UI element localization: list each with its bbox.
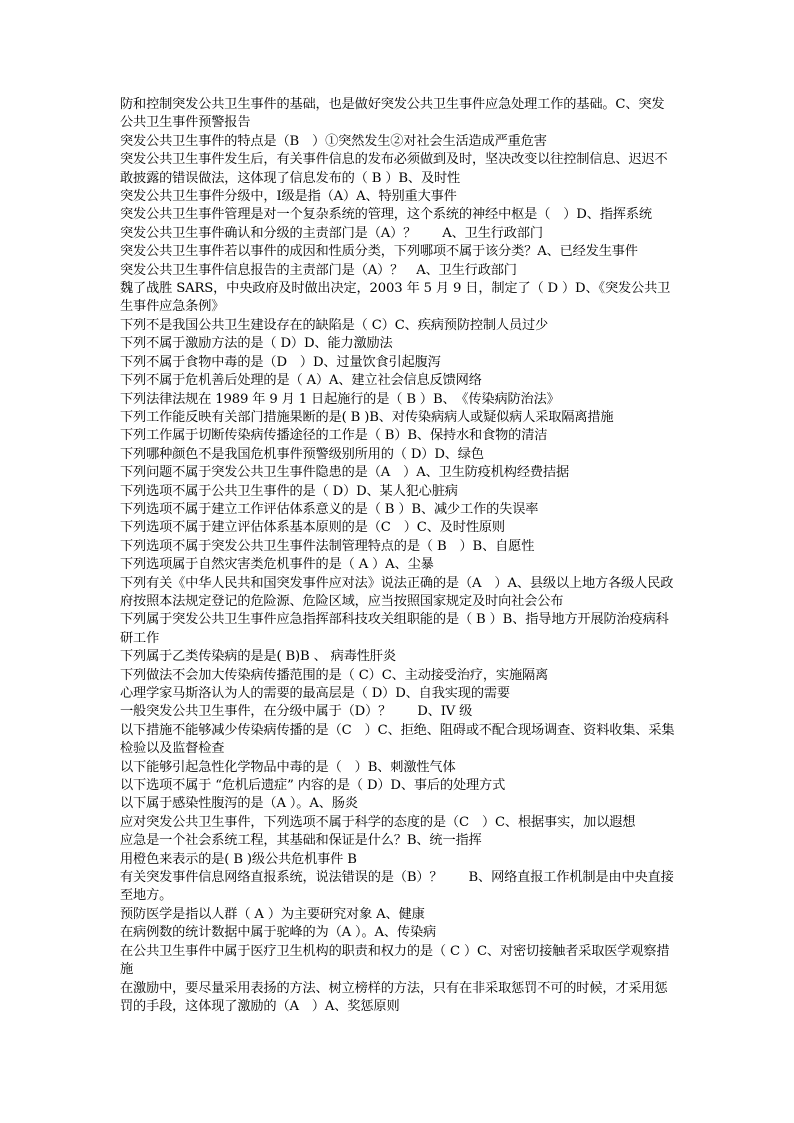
- text-line: 下列选项不属于公共卫生事件的是（ D）D、某人犯心脏病: [120, 483, 458, 499]
- text-line: 预防医学是指以人群（ A ）为主要研究对象 A、健康: [120, 906, 425, 922]
- text-line: 下列属于突发公共卫生事件应急指挥部科技攻关组职能的是（ B ）B、指导地方开展防治疫病科研工作: [120, 612, 669, 646]
- text-line: 一般突发公共卫生事件，在分级中属于（D）？ D、IV 级: [120, 704, 473, 720]
- text-line: 下列选项不属于建立工作评估体系意义的是（ B ）B、减少工作的失误率: [120, 501, 539, 517]
- text-line: 下列哪种颜色不是我国危机事件预警级别所用的（ D）D、绿色: [120, 446, 484, 462]
- text-line: 心理学家马斯洛认为人的需要的最高层是（ D）D、自我实现的需要: [120, 686, 510, 701]
- document-body: [120, 96, 676, 1016]
- text-line: 下列问题不属于突发公共卫生事件隐患的是（A ）A、卫生防疫机构经费拮据: [120, 465, 569, 481]
- text-line: 下列选项不属于突发公共卫生事件法制管理特点的是（ B ）B、自愿性: [120, 538, 535, 554]
- text-line: 突发公共卫生事件若以事件的成因和性质分类，下列哪项不属于该分类？A、已经发生事件: [120, 244, 638, 260]
- text-line: 下列工作能反映有关部门措施果断的是( B )B、对传染病病人或疑似病人采取隔离措施: [120, 409, 614, 425]
- text-line: 下列不是我国公共卫生建设存在的缺陷是（ C）C、疾病预防控制人员过少: [120, 317, 549, 333]
- text-line: 有关突发事件信息网络直报系统，说法错误的是（B）？ B、网络直报工作机制是由中央直接至地方。: [120, 870, 674, 904]
- text-line: 突发公共卫生事件信息报告的主责部门是（A）？ A、卫生行政部门: [120, 262, 517, 278]
- text-line: 应急是一个社会系统工程，其基础和保证是什么？B、统一指挥: [120, 833, 482, 849]
- text-line: 以下选项不属于 “危机后遗症” 内容的是（ D）D、事后的处理方式: [120, 778, 506, 794]
- text-line: 应对突发公共卫生事件，下列选项不属于科学的态度的是（C ）C、根据事实，加以遐想: [120, 814, 636, 830]
- text-line: 在公共卫生事件中属于医疗卫生机构的职责和权力的是（ C ）C、对密切接触者采取医学观察措施: [120, 943, 670, 978]
- text-line: 防和控制突发公共卫生事件的基础，也是做好突发公共卫生事件应急处理工作的基础。C、突发公共卫生事件预警报告: [120, 97, 665, 131]
- text-line: 下列做法不会加大传染病传播范围的是（ C）C、主动接受治疗，实施隔离: [120, 667, 549, 683]
- text-line: 以下能够引起急性化学物品中毒的是（ ）B、刺激性气体: [120, 759, 456, 775]
- text-line: 突发公共卫生事件的特点是（B ）①突然发生②对社会生活造成严重危害: [120, 133, 547, 149]
- text-line: 下列选项属于自然灾害类危机事件的是（ A ）A、尘暴: [120, 557, 434, 573]
- text-line: 下列法律法规在 1989 年 9 月 1 日起施行的是（ B ）B、 《传染病防治法》: [120, 391, 560, 407]
- text-line: 突发公共卫生事件管理是对一个复杂系统的管理，这个系统的神经中枢是（ ）D、指挥系统: [120, 207, 652, 223]
- text-line: 突发公共卫生事件确认和分级的主责部门是（A）？ A、卫生行政部门: [120, 225, 543, 241]
- text-line: 下列不属于危机善后处理的是（ A）A、建立社会信息反馈网络: [120, 373, 482, 389]
- text-line: 用橙色来表示的是( B )级公共危机事件 B: [120, 851, 357, 867]
- text-line: 在激励中，要尽量采用表扬的方法、树立榜样的方法，只有在非采取惩罚不可的时候，才采用惩罚的手段，这体现了激励的（A ）A、奖惩原则: [120, 980, 668, 1014]
- text-line: 下列工作属于切断传染病传播途径的工作是（ B）B、保持水和食物的清洁: [120, 428, 548, 444]
- text-line: 下列选项不属于建立评估体系基本原则的是（C ）C、及时性原则: [120, 520, 505, 536]
- text-line: 下列属于乙类传染病的是是( B)B 、 病毒性肝炎: [120, 649, 396, 665]
- text-line: 以下措施不能够减少传染病传播的是（C ）C、拒绝、阻碍或不配合现场调查、资料收集、采集检验以及监督检查: [120, 722, 675, 757]
- text-line: 魏了战胜 SARS，中央政府及时做出决定，2003 年 5 月 9 日，制定了（ D ）D、《突发公共卫生事件应急条例》: [120, 281, 671, 315]
- text-line: 突发公共卫生事件分级中，I级是指（A）A、特别重大事件: [120, 189, 457, 205]
- text-line: 在病例数的统计数据中属于驼峰的为（A ）。A、传染病: [120, 925, 437, 941]
- text-line: 以下属于感染性腹泻的是（A ）。A、肠炎: [120, 796, 358, 812]
- text-line: 下列不属于食物中毒的是（D ）D、过量饮食引起腹泻: [120, 354, 441, 370]
- text-line: 下列有关《中华人民共和国突发事件应对法》说法正确的是（A ）A、县级以上地方各级人民政府按照本法规定登记的危险源、危险区域，应当按照国家规定及时向社会公布: [120, 575, 674, 609]
- text-line: 下列不属于激励方法的是（ D）D、能力激励法: [120, 336, 393, 352]
- text-line: 突发公共卫生事件发生后，有关事件信息的发布必须做到及时，坚决改变以往控制信息、迟迟不敢披露的错误做法，这体现了信息发布的（ B ）B、及时性: [120, 152, 668, 186]
